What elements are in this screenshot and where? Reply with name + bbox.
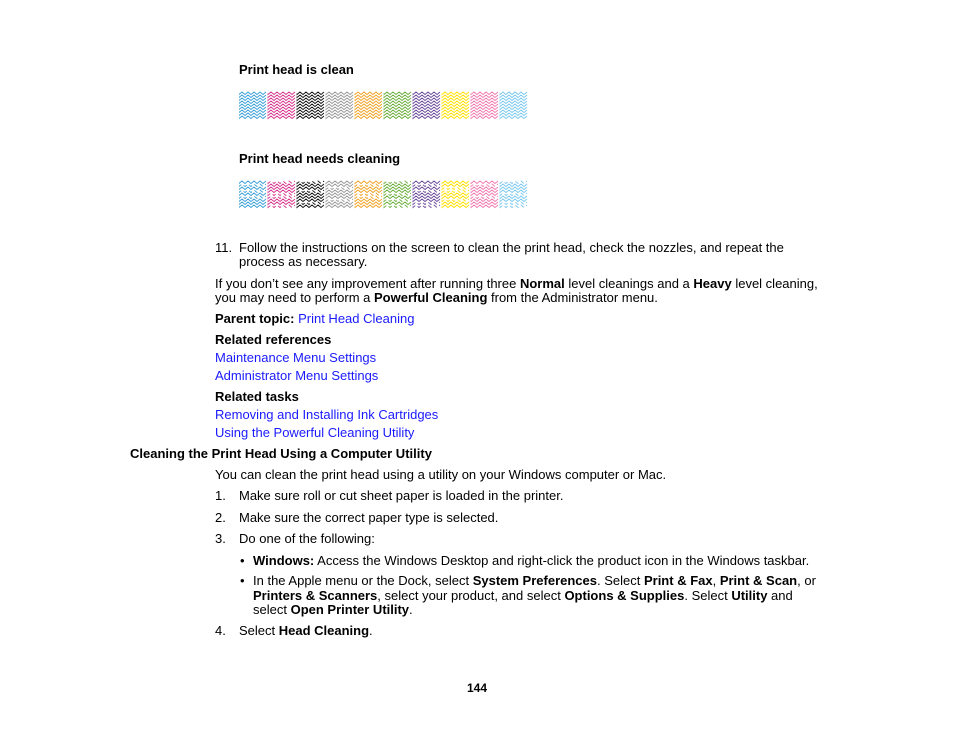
step-11-number: 11. <box>215 240 233 255</box>
nozzle-block <box>297 92 324 119</box>
nozzle-block <box>384 181 411 208</box>
bullet-marker: • <box>240 573 245 588</box>
step-2-number: 2. <box>215 510 226 525</box>
nozzle-block <box>326 92 353 119</box>
page-number: 144 <box>466 681 488 695</box>
bullet-windows: Windows: Access the Windows Desktop and right-click the product icon in the Windows taskbar. <box>253 553 810 568</box>
nozzle-block <box>384 92 411 119</box>
step-1-text: Make sure roll or cut sheet paper is loaded in the printer. <box>239 488 564 503</box>
step-2-text: Make sure the correct paper type is selected. <box>239 510 499 525</box>
nozzle-block <box>471 92 498 119</box>
nozzle-block <box>326 181 353 208</box>
nozzle-block <box>355 181 382 208</box>
parent-topic-link[interactable]: Print Head Cleaning <box>298 311 415 326</box>
step-3-text: Do one of the following: <box>239 531 375 546</box>
step-4-text: Select Head Cleaning. <box>239 623 373 638</box>
improvement-line-1: If you don’t see any improvement after running three Normal level cleanings and a Heavy level cleaning, <box>215 276 818 291</box>
nozzle-block <box>239 181 266 208</box>
bullet-mac-line-2: Printers & Scanners, select your product, and select Options & Supplies. Select Utility and <box>253 588 793 603</box>
section-intro: You can clean the print head using a utility on your Windows computer or Mac. <box>215 467 667 482</box>
nozzle-block <box>442 181 469 208</box>
improvement-line-2: you may need to perform a Powerful Cleaning from the Administrator menu. <box>215 290 658 305</box>
removing-installing-ink-link[interactable]: Removing and Installing Ink Cartridges <box>215 407 439 422</box>
step-11-line-1: Follow the instructions on the screen to clean the print head, check the nozzles, and repeat the <box>239 240 784 255</box>
nozzle-block <box>297 181 324 208</box>
step-11-line-2: process as necessary. <box>239 254 368 269</box>
bullet-mac-line-1: In the Apple menu or the Dock, select System Preferences. Select Print & Fax, Print & Scan, or <box>253 573 816 588</box>
related-references-heading: Related references <box>215 332 332 347</box>
nozzle-block <box>500 92 527 119</box>
nozzle-block <box>239 92 266 119</box>
nozzle-block <box>268 181 295 208</box>
dirty-nozzle-pattern-image <box>239 179 529 209</box>
parent-topic <box>215 311 414 326</box>
nozzle-block <box>442 92 469 119</box>
administrator-menu-settings-link[interactable]: Administrator Menu Settings <box>215 368 379 383</box>
caption-needs-cleaning: Print head needs cleaning <box>239 151 401 166</box>
nozzle-block <box>413 92 440 119</box>
caption-clean: Print head is clean <box>239 62 354 77</box>
step-1-number: 1. <box>215 488 226 503</box>
related-tasks-heading: Related tasks <box>215 389 299 404</box>
nozzle-block <box>471 181 498 208</box>
nozzle-block <box>413 181 440 208</box>
maintenance-menu-settings-link[interactable]: Maintenance Menu Settings <box>215 350 377 365</box>
parent-topic-label: Parent topic: <box>215 311 295 326</box>
bullet-marker: • <box>240 553 245 568</box>
section-heading: Cleaning the Print Head Using a Computer Utility <box>130 446 432 461</box>
nozzle-block <box>268 92 295 119</box>
bullet-mac-line-3: select Open Printer Utility. <box>253 602 413 617</box>
clean-nozzle-pattern-image <box>239 90 529 120</box>
nozzle-block <box>500 181 527 208</box>
step-3-number: 3. <box>215 531 226 546</box>
step-4-number: 4. <box>215 623 226 638</box>
nozzle-block <box>355 92 382 119</box>
powerful-cleaning-utility-link[interactable]: Using the Powerful Cleaning Utility <box>215 425 415 440</box>
